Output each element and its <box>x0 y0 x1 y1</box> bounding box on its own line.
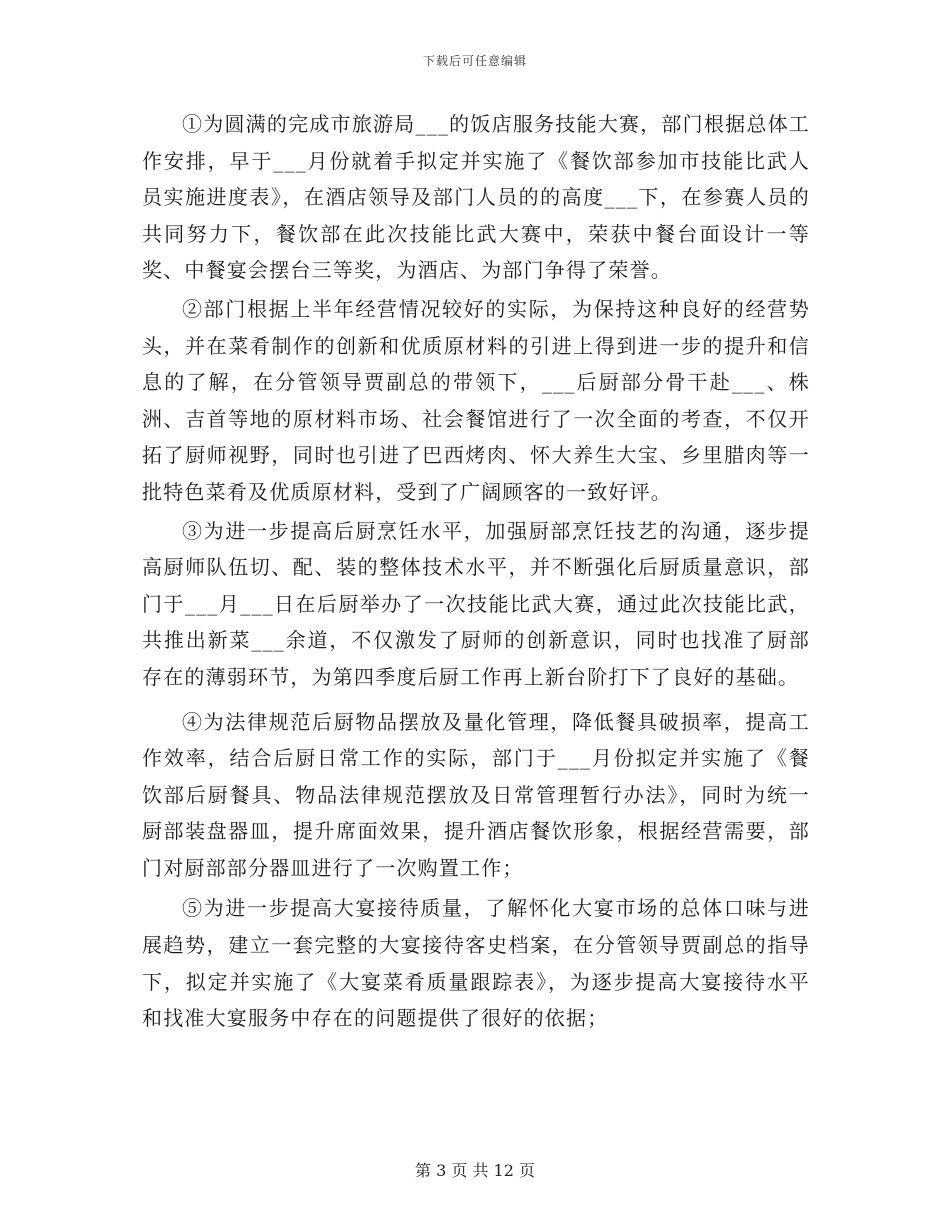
paragraph-3: ③为进一步提高后厨烹饪水平，加强厨部烹饪技艺的沟通，逐步提高厨师队伍切、配、装的整体技术水平，并不断强化后厨质量意识，部门于___月___日在后厨举办了一次技能比武大赛，通过此次技能比武，共推出新菜___余道，不仅激发了厨师的创新意识，同时也找准了厨部存在的薄弱环节，为第四季度后厨工作再上新台阶打下了良好的基础。 <box>142 518 810 689</box>
page-footer: 第 3 页 共 12 页 <box>415 1161 535 1180</box>
paragraph-2: ②部门根据上半年经营情况较好的实际，为保持这种良好的经营势头，并在菜肴制作的创新和优质原材料的引进上得到进一步的提升和信息的了解，在分管领导贾副总的带领下，___后厨部分骨干赴___、株洲、吉首等地的原材料市场、社会餐馆进行了一次全面的考查，不仅开拓了厨师视野，同时也引进了巴西烤肉、怀大养生大宝、乡里腊肉等一批特色菜肴及优质原材料，受到了广阔顾客的一致好评。 <box>142 296 810 504</box>
page-header: 下载后可任意编辑 <box>422 54 527 68</box>
paragraph-5: ⑤为进一步提高大宴接待质量，了解怀化大宴市场的总体口味与进展趋势，建立一套完整的大宴接待客史档案，在分管领导贾副总的指导下，拟定并实施了《大宴菜肴质量跟踪表》，为逐步提高大宴接待水平和找准大宴服务中存在的问题提供了很好的依据； <box>142 896 810 1031</box>
document-body <box>142 106 810 1037</box>
paragraph-4: ④为法律规范后厨物品摆放及量化管理，降低餐具破损率，提高工作效率，结合后厨日常工作的实际，部门于___月份拟定并实施了《餐饮部后厨餐具、物品法律规范摆放及日常管理暂行办法》，同时为统一厨部装盘器皿，提升席面效果，提升酒店餐饮形象，根据经营需要，部门对厨部部分器皿进行了一次购置工作； <box>142 709 810 880</box>
paragraph-1: ①为圆满的完成市旅游局___的饭店服务技能大赛，部门根据总体工作安排，早于___月份就着手拟定并实施了《餐饮部参加市技能比武人员实施进度表》，在酒店领导及部门人员的的高度___下，在参赛人员的共同努力下，餐饮部在此次技能比武大赛中，荣获中餐台面设计一等奖、中餐宴会摆台三等奖，为酒店、为部门争得了荣誉。 <box>142 112 810 283</box>
